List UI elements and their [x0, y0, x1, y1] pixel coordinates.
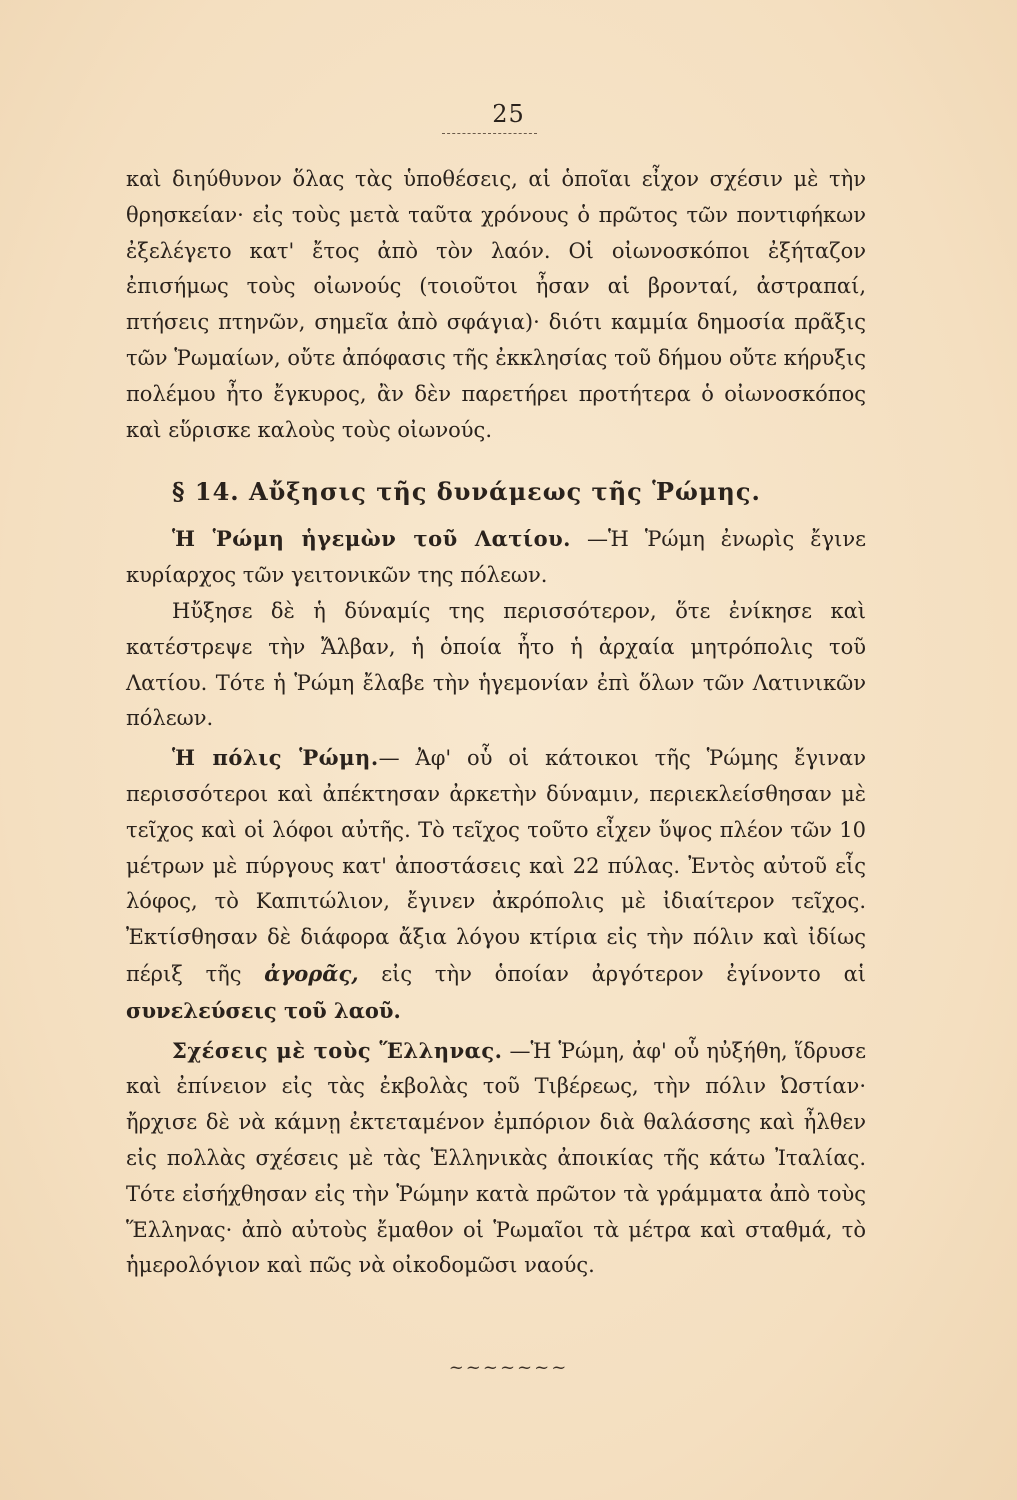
term-agora: ἀγορᾶς,: [264, 960, 359, 986]
subheading-city: Ἡ πόλις Ῥώμη.: [172, 745, 379, 771]
paragraph-city-text: — Ἀφ' οὗ οἱ κάτοικοι τῆς Ῥώμης ἔγιναν περισσότεροι καὶ ἀπέκτησαν ἀρκετὴν δύναμιν, περιεκλείσθησαν μὲ τεῖχος καὶ οἱ λόφοι αὐτῆς. Τὸ τεῖχος τοῦτο εἶχεν ὕψος πλέον τῶν 10 μέτρων μὲ πύργους κατ' ἀποστάσεις καὶ 22 πύλας. Ἐντὸς αὐτοῦ εἷς λόφος, τὸ Καπιτώλιον, ἔγινεν ἀκρόπολις μὲ ἰδιαίτερον τεῖχος. Ἐκτίσθησαν δὲ διάφορα ἄξια λόγου κτίρια εἰς τὴν πόλιν καὶ ἰδίως πέριξ τῆς: [126, 746, 866, 986]
paragraph-alba: Ηὔξησε δὲ ἡ δύναμίς της περισσότερον, ὅτε ἐνίκησε καὶ κατέστρεψε τὴν Ἄλβαν, ἡ ὁποία ἦτο ἡ ἀρχαία μητρόπολις τοῦ Λατίου. Τότε ἡ Ῥώμη ἔλαβε τὴν ἡγεμονίαν ἐπὶ ὅλων τῶν Λατινικῶν πόλεων.: [126, 598, 866, 731]
term-assemblies: συνελεύσεις τοῦ λαοῦ.: [126, 997, 401, 1023]
subheading-greeks: Σχέσεις μὲ τοὺς Ἕλληνας.: [172, 1037, 503, 1063]
paragraph-religion: καὶ διηύθυνον ὅλας τὰς ὑποθέσεις, αἱ ὁποῖαι εἶχον σχέσιν μὲ τὴν θρησκείαν· εἰς τοὺς μετὰ ταῦτα χρόνους ὁ πρῶτος τῶν ποντιφήκων ἐξελέγετο κατ' ἔτος ἀπὸ τὸν λαόν. Οἱ οἰωνοσκόποι ἐξήταζον ἐπισήμως τοὺς οἰωνούς (τοιοῦτοι ἦσαν αἱ βρονταί, ἀστραπαί, πτήσεις πτηνῶν, σημεῖα ἀπὸ σφάγια)· διότι καμμία δημοσία πρᾶξις τῶν Ῥωμαίων, οὔτε ἀπόφασις τῆς ἐκκλησίας τοῦ δήμου οὔτε κήρυξις πολέμου ἦτο ἔγκυρος, ἂν δὲν παρετήρει προτήτερα ὁ οἰωνοσκόπος καὶ εὕρισκε καλοὺς τοὺς οἰωνούς.: [126, 167, 866, 442]
paragraph-hegemony: [126, 521, 866, 594]
paragraph-hegemony-text: —Ἡ Ῥώμη ἐνωρὶς ἔγινε κυρίαρχος τῶν γειτονικῶν της πόλεων.: [126, 527, 866, 588]
paragraph-greeks-text: —Ἡ Ῥώμη, ἀφ' οὗ ηὐξήθη, ἵδρυσε καὶ ἐπίνειον εἰς τὰς ἐκβολὰς τοῦ Τιβέρεως, τὴν πόλιν Ὠστίαν· ἤρχισε δὲ νὰ κάμνῃ ἐκτεταμένον ἐμπόριον διὰ θαλάσσης καὶ ἦλθεν εἰς πολλὰς σχέσεις μὲ τὰς Ἑλληνικὰς ἀποικίας τῆς κάτω Ἰταλίας. Τότε εἰσήχθησαν εἰς τὴν Ῥώμην κατὰ πρῶτον τὰ γράμματα ἀπὸ τοὺς Ἕλληνας· ἀπὸ αὐτοὺς ἔμαθον οἱ Ῥωμαῖοι τὰ μέτρα καὶ σταθμά, τὸ ἡμερολόγιον καὶ πῶς νὰ οἰκοδομῶσι ναούς.: [126, 1038, 866, 1278]
end-ornament: ~~~~~~~: [448, 1357, 569, 1378]
page-content: [126, 162, 866, 1284]
page-number: 25: [492, 100, 525, 128]
subheading-hegemony: Ἡ Ῥώμη ἡγεμὼν τοῦ Λατίου.: [172, 526, 571, 552]
section-heading: § 14. Αὔξησις τῆς δυνάμεως τῆς Ῥώμης.: [172, 477, 761, 507]
paragraph-city: [126, 740, 866, 1029]
paragraph-city-text-2: εἰς τὴν ὁποίαν ἀργότερον ἐγίνοντο αἱ: [381, 961, 866, 986]
paragraph-greeks: [126, 1033, 866, 1285]
header-rule: [442, 133, 537, 134]
